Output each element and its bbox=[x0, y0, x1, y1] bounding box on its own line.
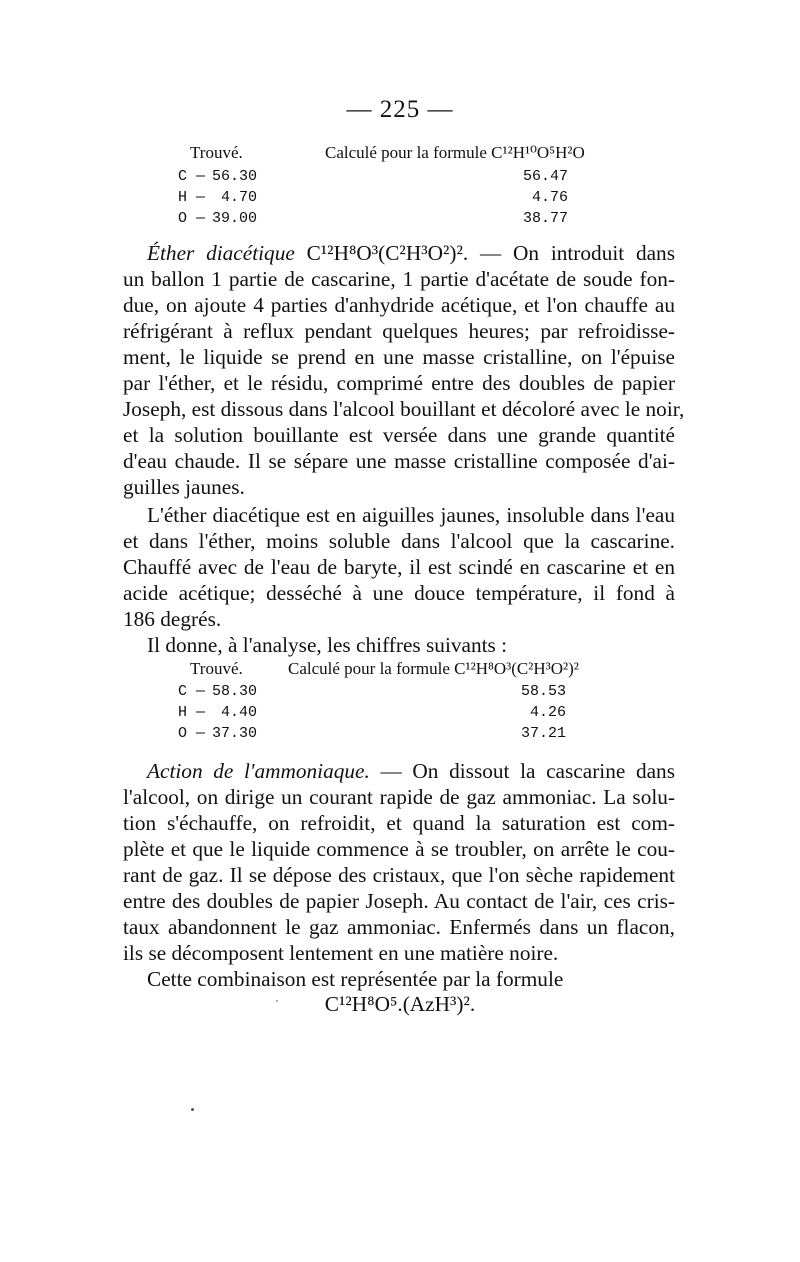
text-line: par l'éther, et le résidu, comprimé entre des doubles de papier bbox=[123, 371, 675, 395]
table-row-calc: 38.77 bbox=[522, 210, 568, 227]
table-header-found: Trouvé. bbox=[190, 659, 243, 678]
text-line: Il donne, à l'analyse, les chiffres suivants : bbox=[147, 633, 508, 657]
text-line: ment, le liquide se prend en une masse cristalline, on l'épuise bbox=[123, 345, 675, 369]
table-row-label: H — bbox=[178, 189, 206, 206]
text-line: 186 degrés. bbox=[123, 607, 222, 631]
text-line: et dans l'éther, moins soluble dans l'alcool que la cascarine. bbox=[123, 529, 675, 553]
text-line: d'eau chaude. Il se sépare une masse cristalline composée d'ai- bbox=[123, 449, 675, 473]
table-header-calculated: Calculé pour la formule C¹²H¹⁰O⁵H²O bbox=[325, 143, 585, 162]
text-line: — On introduit dans bbox=[479, 241, 675, 265]
table-row-found: 37.30 bbox=[212, 725, 258, 742]
text-line: Joseph, est dissous dans l'alcool bouillant et décoloré avec le noir, bbox=[123, 397, 685, 421]
table-row-label: O — bbox=[178, 725, 206, 742]
paragraph-action-ammoniaque bbox=[123, 758, 675, 966]
text-line: — On dissout la cascarine dans bbox=[380, 759, 675, 783]
text-line: l'alcool, on dirige un courant rapide de gaz ammoniac. La solu- bbox=[123, 785, 675, 809]
final-formula: C¹²H⁸O⁵.(AzH³)². bbox=[324, 992, 476, 1016]
text-line: acide acétique; desséché à une douce température, il fond à bbox=[123, 581, 675, 605]
text-line: plète et que le liquide commence à se troubler, on arrête le cou- bbox=[123, 837, 675, 861]
table-header-found: Trouvé. bbox=[190, 143, 243, 162]
table-row-label: C — bbox=[178, 168, 206, 185]
text-line: L'éther diacétique est en aiguilles jaunes, insoluble dans l'eau bbox=[147, 503, 675, 527]
table-row-calc: 4.76 bbox=[531, 189, 568, 206]
scan-speck bbox=[276, 1000, 278, 1002]
text-line: Cette combinaison est représentée par la formule bbox=[147, 967, 564, 991]
text-line: taux abandonnent le gaz ammoniac. Enfermés dans un flacon, bbox=[123, 915, 675, 939]
text-line: ils se décomposent lentement en une matière noire. bbox=[123, 941, 559, 965]
scan-speck bbox=[191, 1108, 194, 1111]
table-row-found: 4.70 bbox=[221, 189, 258, 206]
section-title: Éther diacétique bbox=[147, 241, 295, 265]
table-row-calc: 37.21 bbox=[520, 725, 566, 742]
table-row-calc: 56.47 bbox=[522, 168, 568, 185]
text-line: réfrigérant à reflux pendant quelques heures; par refroidisse- bbox=[123, 319, 675, 343]
table-row-calc: 4.26 bbox=[529, 704, 566, 721]
table-row-calc: 58.53 bbox=[520, 683, 566, 700]
table-row-label: C — bbox=[178, 683, 206, 700]
table-row-label: O — bbox=[178, 210, 206, 227]
table-row-label: H — bbox=[178, 704, 206, 721]
text-line: Chauffé avec de l'eau de baryte, il est scindé en cascarine et en bbox=[123, 555, 675, 579]
text-line: tion s'échauffe, on refroidit, et quand la saturation est com- bbox=[123, 811, 675, 835]
table-row-found: 56.30 bbox=[212, 168, 258, 185]
formula: C¹²H⁸O³(C²H³O²)². bbox=[306, 241, 469, 265]
table-row-found: 4.40 bbox=[221, 704, 258, 721]
table-row-found: 58.30 bbox=[212, 683, 258, 700]
paragraph-combination bbox=[123, 966, 675, 992]
section-title: Action de l'ammoniaque. bbox=[147, 759, 370, 783]
text-line: guilles jaunes. bbox=[123, 475, 245, 499]
table-header-calculated: Calculé pour la formule C¹²H⁸O³(C²H³O²)² bbox=[288, 659, 579, 678]
page-number: — 225 — bbox=[346, 96, 454, 123]
text-line: un ballon 1 partie de cascarine, 1 partie d'acétate de soude fon- bbox=[123, 267, 675, 291]
text-line: et la solution bouillante est versée dans une grande quantité bbox=[123, 423, 675, 447]
text-line: entre des doubles de papier Joseph. Au contact de l'air, ces cris- bbox=[123, 889, 675, 913]
table-row-found: 39.00 bbox=[212, 210, 258, 227]
text-line: rant de gaz. Il se dépose des cristaux, que l'on sèche rapidement bbox=[123, 863, 675, 887]
text-line: due, on ajoute 4 parties d'anhydride acétique, et l'on chauffe au bbox=[123, 293, 675, 317]
